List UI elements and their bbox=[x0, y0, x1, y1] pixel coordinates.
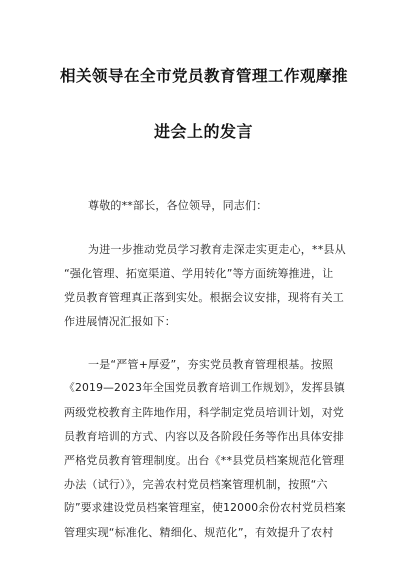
paragraph-2-line-8: 管理实现“标准化、精细化、规范化”，有效提升了农村 bbox=[64, 526, 334, 539]
paragraph-2-line-1: 一是“严管+厚爱”，夯实党员教育管理根基。按照 bbox=[88, 358, 334, 371]
paragraph-1-line-1: 为进一步推动党员学习教育走深走实更走心，**县从 bbox=[88, 243, 346, 256]
paragraph-2-line-7: 防”要求建设党员档案管理室，使12000余份农村党员档案 bbox=[64, 501, 346, 514]
paragraph-2-line-3: 两级党校教育主阵地作用，科学制定党员培训计划，对党 bbox=[64, 406, 344, 419]
paragraph-1-line-4: 作进展情况汇报如下： bbox=[64, 315, 176, 328]
document-title-line-2: 进会上的发言 bbox=[154, 122, 254, 141]
paragraph-2-line-2: 《2019—2023年全国党员教育培训工作规划》，发挥县镇 bbox=[64, 381, 345, 394]
paragraph-2-line-5: 严格党员教育管理制度。出台《**县党员档案规范化管理 bbox=[64, 454, 345, 467]
paragraph-2-line-6: 办法（试行）》，完善农村党员档案管理机制，按照“六 bbox=[64, 478, 328, 491]
document-title-line-1: 相关领导在全市党员教育管理工作观摩推 bbox=[60, 67, 349, 85]
paragraph-1-line-2: “强化管理、拓宽渠道、学用转化”等方面统筹推进，让 bbox=[64, 267, 334, 280]
salutation: 尊敬的**部长，各位领导，同志们： bbox=[88, 199, 268, 212]
paragraph-2-line-4: 员教育培训的方式、内容以及各阶段任务等作出具体安排 bbox=[64, 430, 344, 443]
paragraph-1-line-3: 党员教育管理真正落到实处。根据会议安排，现将有关工 bbox=[64, 291, 344, 304]
